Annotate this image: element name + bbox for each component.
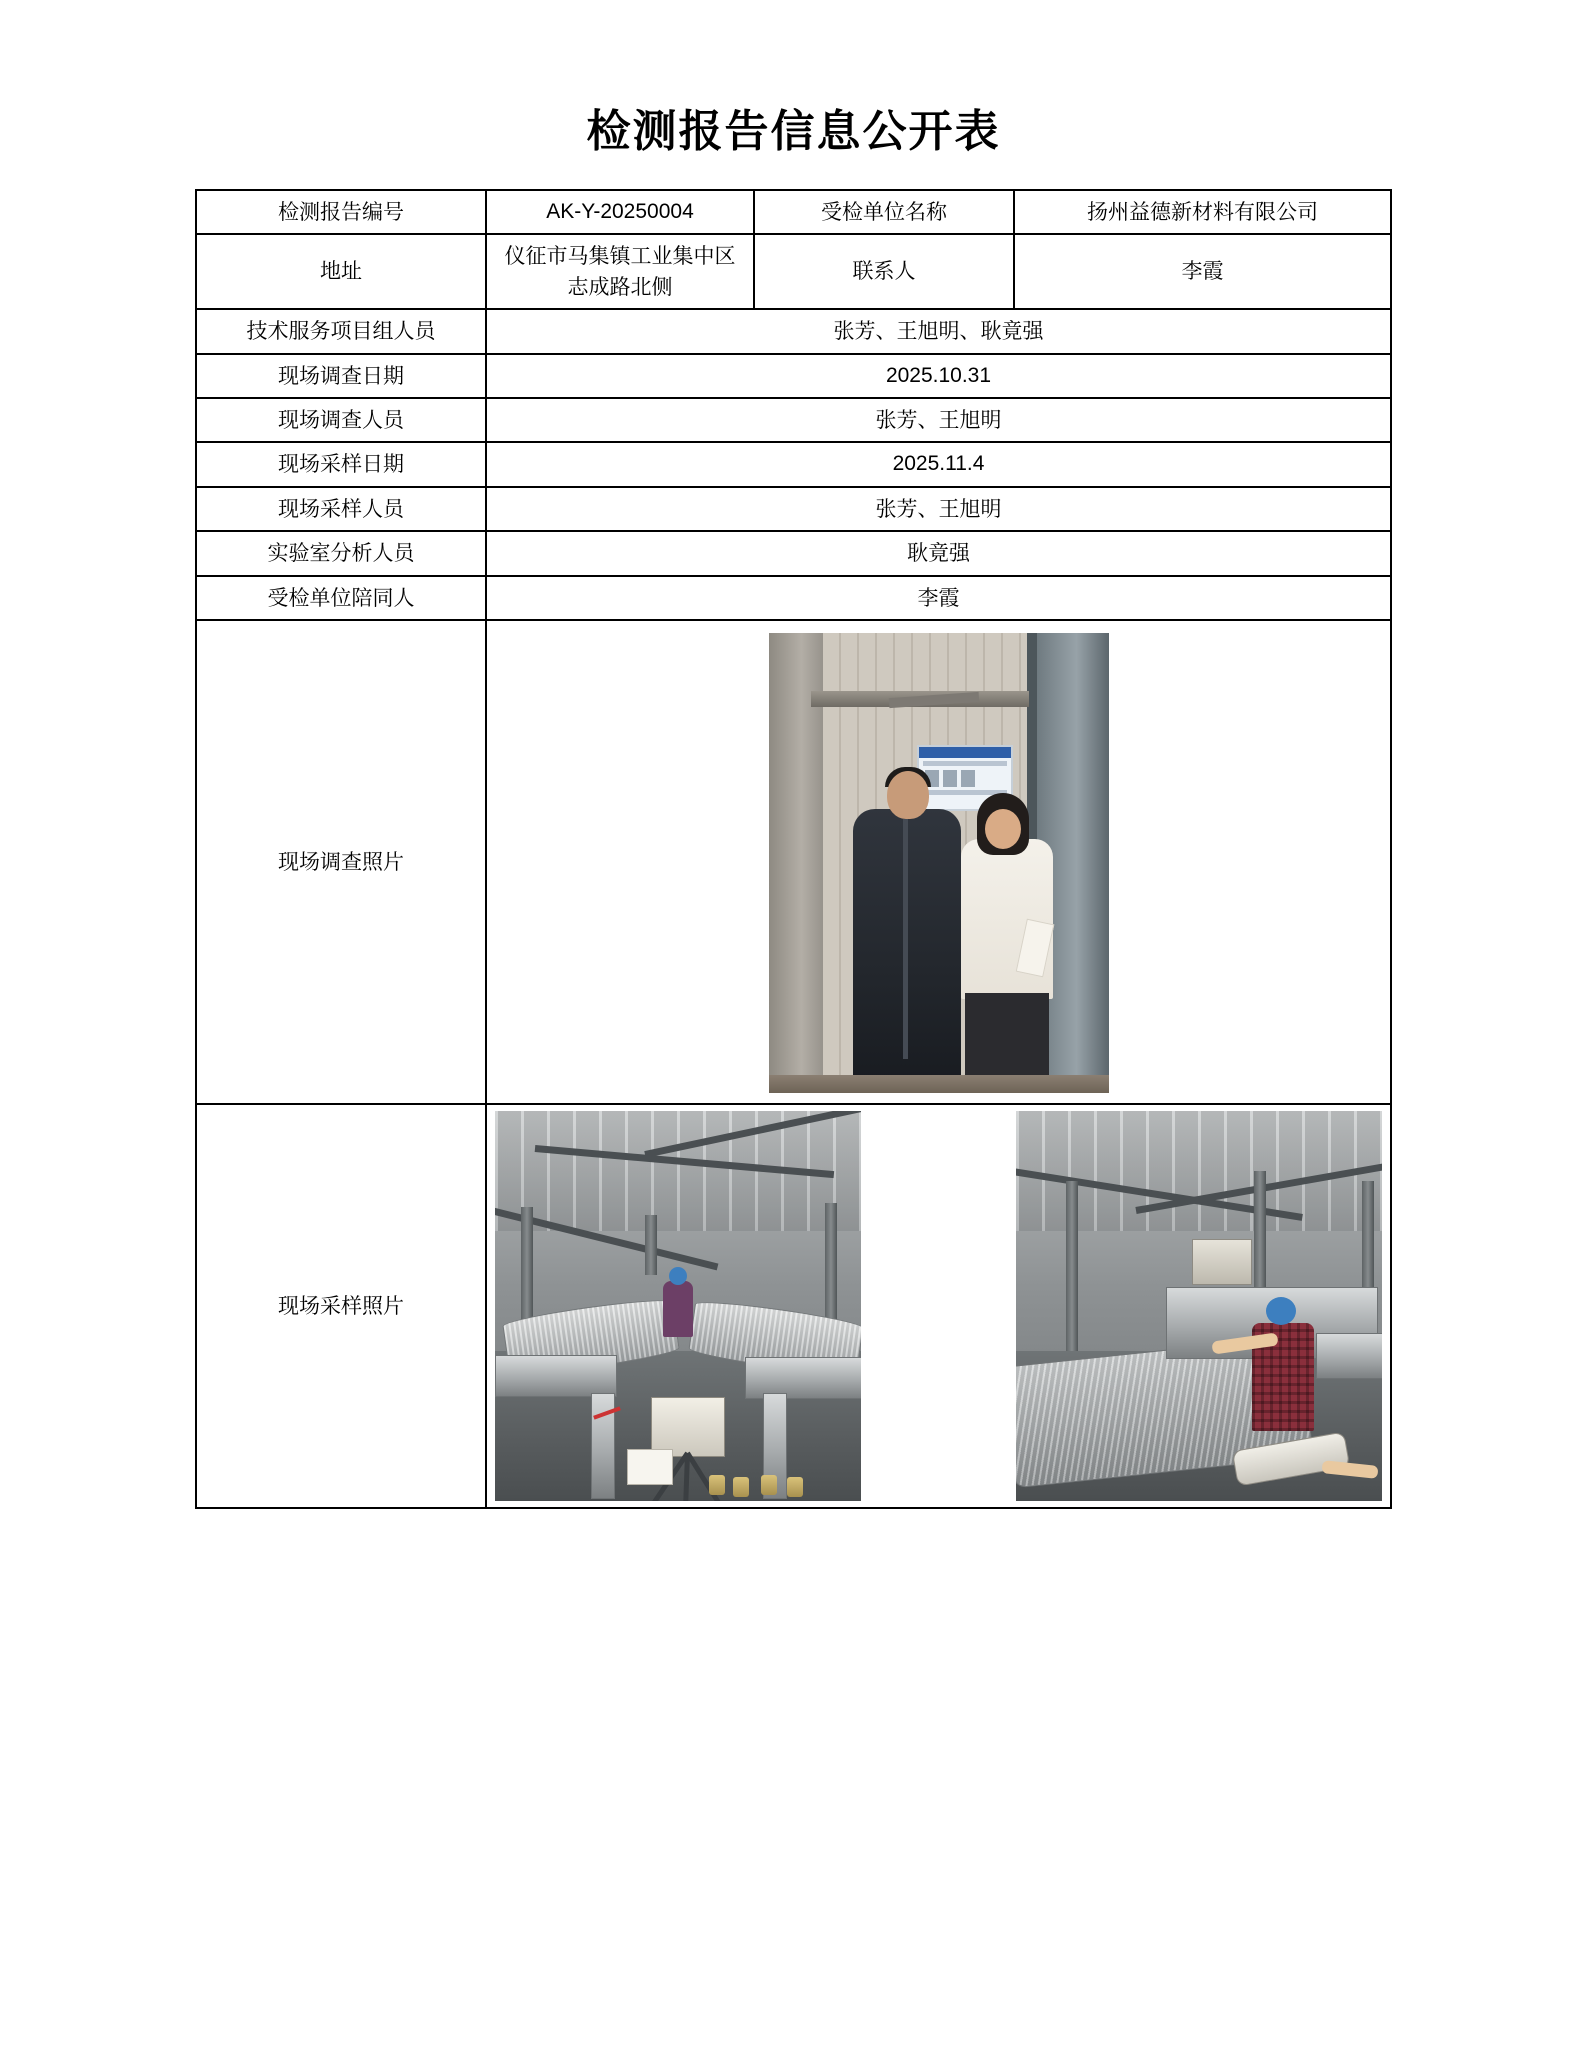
loom-frame (495, 1355, 617, 1397)
row-label-lab-analyst: 实验室分析人员 (196, 531, 486, 575)
row-value-survey-staff: 张芳、王旭明 (486, 398, 1391, 442)
row-label-sampling-date: 现场采样日期 (196, 442, 486, 486)
row-label-survey-staff: 现场调查人员 (196, 398, 486, 442)
row-value-lab-analyst: 耿竟强 (486, 531, 1391, 575)
man-head (887, 771, 929, 819)
row-value-survey-date: 2025.10.31 (486, 354, 1391, 398)
report-info-table (195, 189, 1392, 1509)
row-value-report-no: AK-Y-20250004 (486, 190, 754, 234)
yarn-cone (787, 1477, 803, 1497)
row-value-sampling-staff: 张芳、王旭明 (486, 487, 1391, 531)
sampling-photos-cell (486, 1104, 1391, 1508)
worker-cap (1266, 1297, 1296, 1325)
row-label-sampling-staff: 现场采样人员 (196, 487, 486, 531)
table-row (196, 234, 1391, 309)
yarn-cone (709, 1475, 725, 1495)
row-label-contact: 联系人 (754, 234, 1014, 309)
row-label-escort: 受检单位陪同人 (196, 576, 486, 620)
survey-photo-1 (769, 633, 1109, 1093)
survey-photos-cell (486, 620, 1391, 1104)
page-title: 检测报告信息公开表 (586, 106, 1001, 157)
sampler-pump-box (651, 1397, 725, 1457)
table-row-sampling-photos (196, 1104, 1391, 1508)
row-label-company: 受检单位名称 (754, 190, 1014, 234)
woman-head (985, 809, 1021, 849)
row-value-sampling-date: 2025.11.4 (486, 442, 1391, 486)
table-row (196, 576, 1391, 620)
row-value-company: 扬州益德新材料有限公司 (1014, 190, 1391, 234)
row-label-address: 地址 (196, 234, 486, 309)
row-label-team: 技术服务项目组人员 (196, 309, 486, 353)
worker-body (663, 1281, 693, 1337)
yarn-cone (761, 1475, 777, 1495)
sampling-photo-2 (1016, 1111, 1382, 1501)
table-row-survey-photos (196, 620, 1391, 1104)
floor (769, 1075, 1109, 1093)
steel-column (1066, 1181, 1078, 1361)
loom-side-unit (1316, 1333, 1382, 1379)
row-label-survey-photos: 现场调查照片 (196, 620, 486, 1104)
yarn-cone (733, 1477, 749, 1497)
row-label-survey-date: 现场调查日期 (196, 354, 486, 398)
table-row (196, 442, 1391, 486)
table-row (196, 487, 1391, 531)
sampling-photo-1 (495, 1111, 861, 1501)
steel-column (645, 1215, 657, 1275)
table-row (196, 190, 1391, 234)
table-row (196, 398, 1391, 442)
table-row (196, 309, 1391, 353)
control-panel (1192, 1239, 1252, 1285)
row-value-team: 张芳、王旭明、耿竟强 (486, 309, 1391, 353)
sample-label-card (627, 1449, 673, 1485)
jacket-zipper (903, 819, 908, 1059)
row-value-escort: 李霞 (486, 576, 1391, 620)
row-label-sampling-photos: 现场采样照片 (196, 1104, 486, 1508)
row-value-contact: 李霞 (1014, 234, 1391, 309)
row-label-report-no: 检测报告编号 (196, 190, 486, 234)
row-value-address: 仪征市马集镇工业集中区志成路北侧 (486, 234, 754, 309)
table-row (196, 531, 1391, 575)
table-row (196, 354, 1391, 398)
